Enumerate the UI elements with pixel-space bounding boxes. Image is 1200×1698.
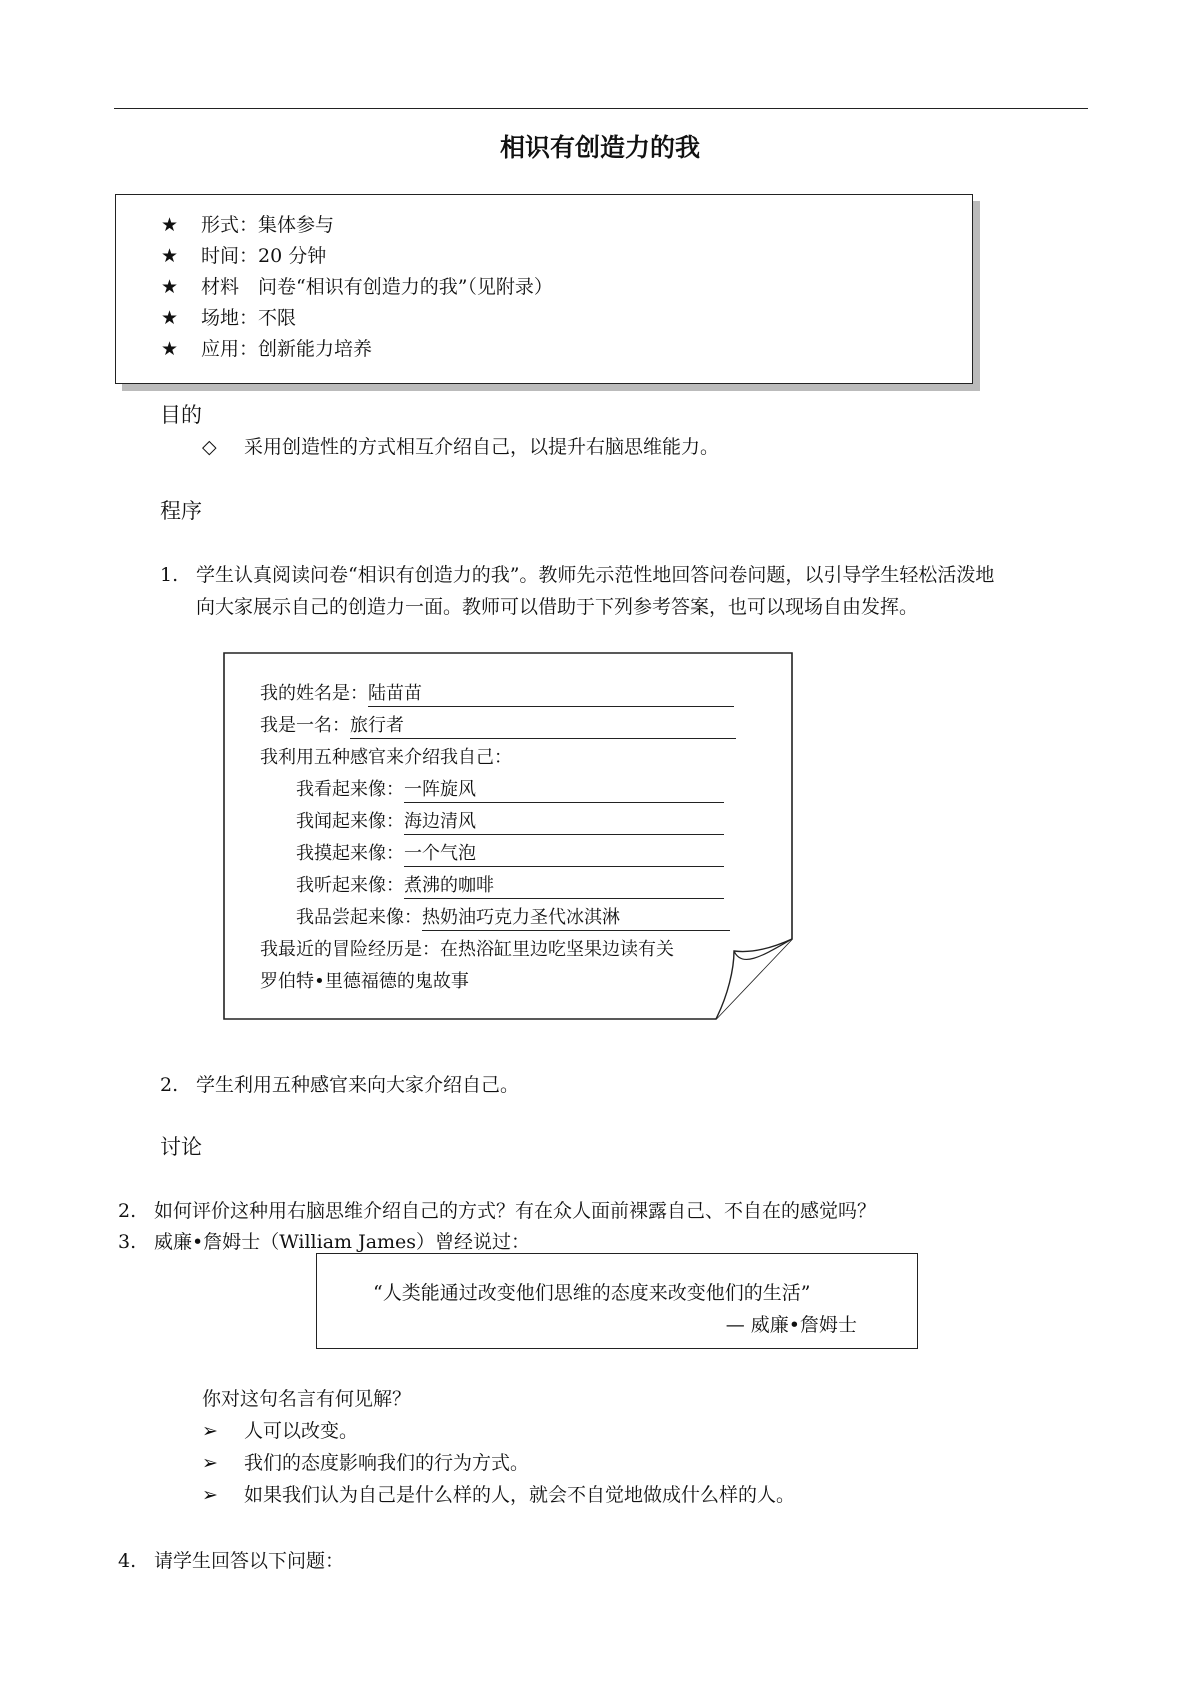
discussion-heading: 讨论 xyxy=(160,1135,202,1159)
purpose-item: ◇ 采用创造性的方式相互介绍自己，以提升右脑思维能力。 xyxy=(202,436,720,458)
star-icon: ★ xyxy=(161,307,179,329)
note-sense-row: 我品尝起来像：热奶油巧克力圣代冰淇淋 xyxy=(296,906,730,931)
diamond-icon: ◇ xyxy=(202,436,217,458)
note-sense-value: 一阵旋风 xyxy=(404,778,724,803)
header-rule xyxy=(114,108,1088,109)
note-sense-row: 我听起来像：煮沸的咖啡 xyxy=(296,874,724,899)
quote-author: — 威廉•詹姆士 xyxy=(725,1314,857,1336)
purpose-heading: 目的 xyxy=(160,403,202,427)
note-sense-value: 热奶油巧克力圣代冰淇淋 xyxy=(422,906,730,931)
star-icon: ★ xyxy=(161,214,179,236)
note-sense-row: 我闻起来像：海边清风 xyxy=(296,810,724,835)
arrow-bullet-icon: ➢ xyxy=(202,1420,218,1442)
note-sense-value: 煮沸的咖啡 xyxy=(404,874,724,899)
note-sense-row: 我摸起来像：一个气泡 xyxy=(296,842,724,867)
discussion-q2: 2. 如何评价这种用右脑思维介绍自己的方式？有在众人面前裸露自己、不自在的感觉吗？ xyxy=(118,1200,877,1222)
star-icon: ★ xyxy=(161,245,179,267)
discussion-q3: 3. 威廉•詹姆士（William James）曾经说过： xyxy=(118,1231,531,1253)
info-item-application: ★ 应用：创新能力培养 xyxy=(161,338,373,360)
discussion-point: ➢ 人可以改变。 xyxy=(202,1420,359,1442)
note-adventure: 我最近的冒险经历是：在热浴缸里边吃坚果边读有关 xyxy=(260,939,674,960)
quote-box xyxy=(316,1253,918,1349)
procedure-step-1: 1. 学生认真阅读问卷“相识有创造力的我”。教师先示范性地回答问卷问题，以引导学生轻松活泼地 xyxy=(160,564,995,586)
note-role-row: 我是一名：旅行者 xyxy=(260,714,736,739)
procedure-step-2: 2. 学生利用五种感官来向大家介绍自己。 xyxy=(160,1074,520,1096)
arrow-bullet-icon: ➢ xyxy=(202,1452,218,1474)
discussion-point: ➢ 我们的态度影响我们的行为方式。 xyxy=(202,1452,530,1474)
quote-text: “人类能通过改变他们思维的态度来改变他们的生活” xyxy=(373,1282,811,1304)
info-item-venue: ★ 场地：不限 xyxy=(161,307,297,329)
procedure-heading: 程序 xyxy=(160,499,202,523)
procedure-step-1-cont: 向大家展示自己的创造力一面。教师可以借助于下列参考答案，也可以现场自由发挥。 xyxy=(196,596,919,618)
info-item-format: ★ 形式：集体参与 xyxy=(161,214,335,236)
note-sense-row: 我看起来像：一阵旋风 xyxy=(296,778,724,803)
info-item-material: ★ 材料 问卷“相识有创造力的我”（见附录） xyxy=(161,276,553,298)
info-box xyxy=(115,194,973,384)
note-senses-intro: 我利用五种感官来介绍我自己： xyxy=(260,747,512,768)
star-icon: ★ xyxy=(161,338,179,360)
note-name-value: 陆苗苗 xyxy=(368,682,734,707)
info-item-time: ★ 时间：20 分钟 xyxy=(161,245,327,267)
note-role-value: 旅行者 xyxy=(350,714,736,739)
discussion-prompt: 你对这句名言有何见解？ xyxy=(202,1388,412,1410)
note-sense-value: 海边清风 xyxy=(404,810,724,835)
star-icon: ★ xyxy=(161,276,179,298)
note-sense-value: 一个气泡 xyxy=(404,842,724,867)
page-title: 相识有创造力的我 xyxy=(499,133,700,162)
discussion-q4: 4. 请学生回答以下问题： xyxy=(118,1550,345,1572)
arrow-bullet-icon: ➢ xyxy=(202,1484,218,1506)
note-adventure-cont: 罗伯特•里德福德的鬼故事 xyxy=(260,971,469,992)
note-name-row: 我的姓名是：陆苗苗 xyxy=(260,682,734,707)
discussion-point: ➢ 如果我们认为自己是什么样的人，就会不自觉地做成什么样的人。 xyxy=(202,1484,796,1506)
